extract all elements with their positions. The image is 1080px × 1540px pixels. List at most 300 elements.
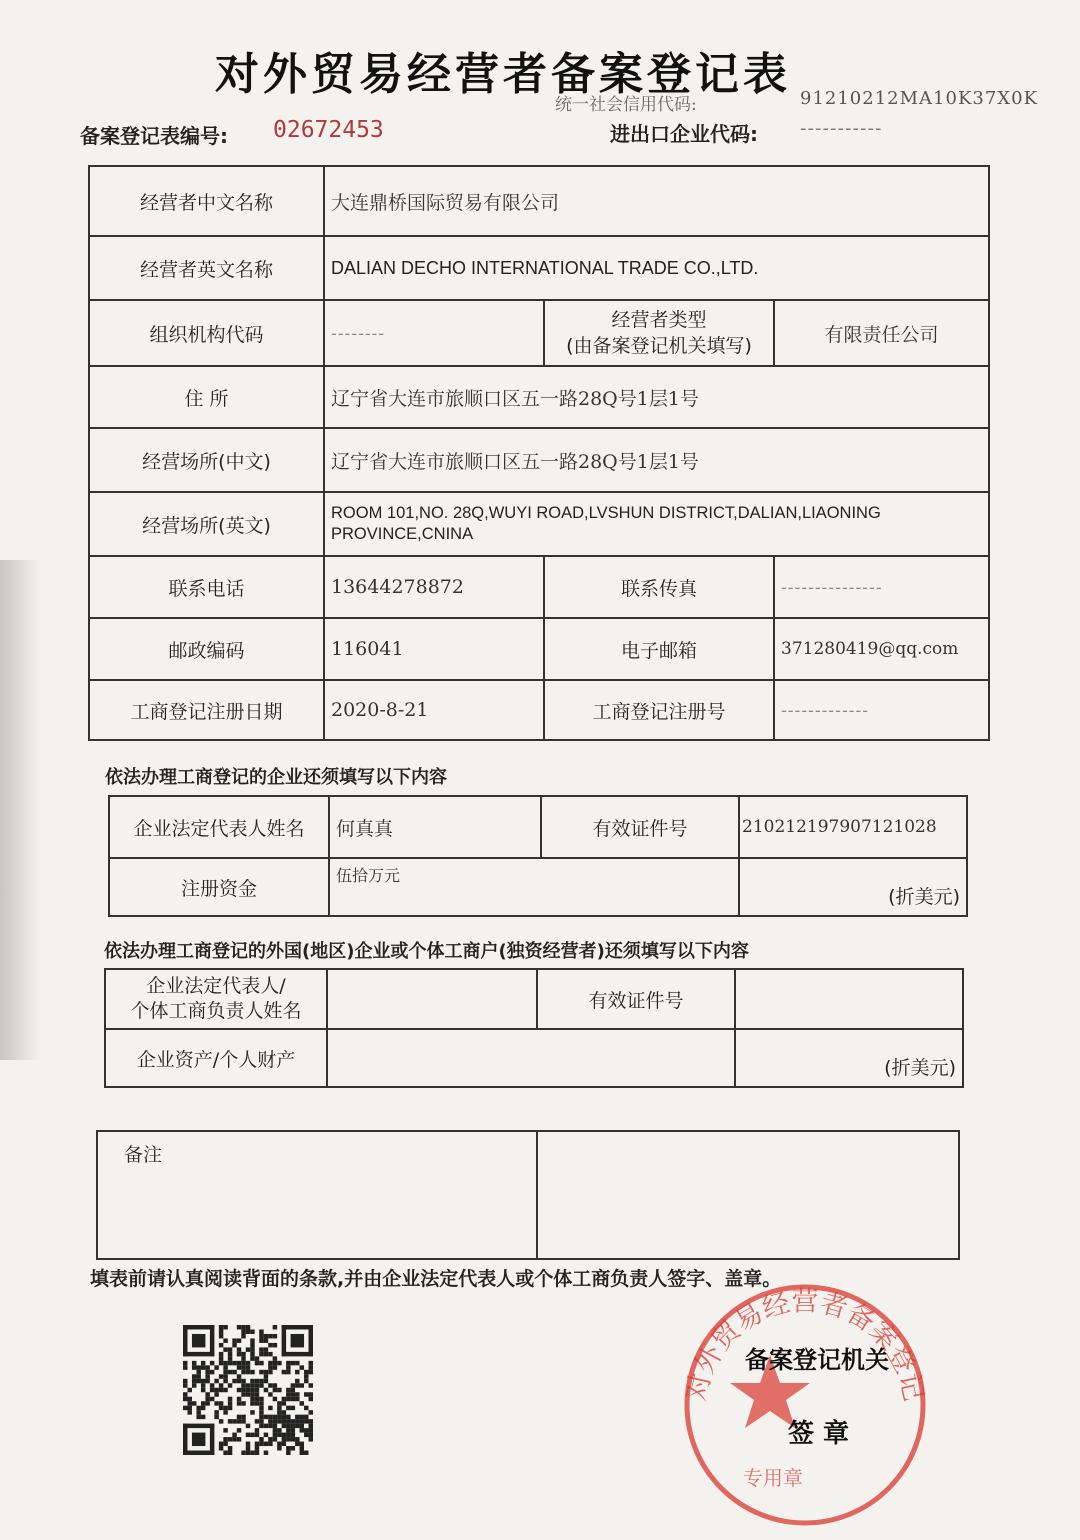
qr-module — [250, 1410, 254, 1414]
qr-module — [304, 1392, 308, 1396]
qr-module — [282, 1419, 286, 1423]
qr-module — [277, 1406, 281, 1410]
qr-module — [273, 1433, 277, 1437]
qr-module — [223, 1374, 227, 1378]
record-number-label: 备案登记表编号: — [80, 124, 228, 148]
rep-name-label-line2: 个体工商负责人姓名 — [130, 1000, 302, 1022]
qr-module — [219, 1383, 223, 1387]
qr-module — [309, 1383, 313, 1387]
qr-module — [304, 1406, 308, 1410]
qr-module — [286, 1406, 290, 1410]
qr-module — [259, 1379, 263, 1383]
qr-module — [219, 1325, 223, 1329]
qr-module — [237, 1361, 241, 1365]
qr-module — [223, 1325, 227, 1329]
org-code-value: -------- — [324, 300, 544, 366]
qr-module — [268, 1370, 272, 1374]
qr-module — [241, 1388, 245, 1392]
qr-module — [232, 1419, 236, 1423]
qr-module — [250, 1352, 254, 1356]
qr-module — [219, 1406, 223, 1410]
qr-module — [219, 1343, 223, 1347]
qr-module — [277, 1388, 281, 1392]
qr-module — [192, 1365, 196, 1369]
qr-module — [264, 1374, 268, 1378]
capital-usd-label: (折美元) — [739, 858, 967, 916]
qr-module — [300, 1424, 304, 1428]
qr-module — [264, 1338, 268, 1342]
qr-module — [268, 1383, 272, 1387]
qr-module — [223, 1442, 227, 1446]
qr-module — [268, 1442, 272, 1446]
qr-module — [291, 1433, 295, 1437]
id-number-value: 210212197907121028 — [739, 796, 967, 858]
qr-module — [259, 1383, 263, 1387]
qr-module — [241, 1379, 245, 1383]
qr-module — [309, 1392, 313, 1396]
qr-module — [232, 1370, 236, 1374]
qr-module — [268, 1352, 272, 1356]
qr-module — [241, 1325, 245, 1329]
qr-module — [187, 1388, 191, 1392]
usci-value: 91210212MA10K37X0K — [800, 88, 1039, 109]
qr-module — [183, 1352, 214, 1356]
qr-module — [273, 1325, 277, 1329]
qr-module — [268, 1365, 272, 1369]
qr-module — [246, 1442, 250, 1446]
qr-module — [250, 1343, 254, 1347]
premises-cn-label: 经营场所(中文) — [89, 428, 324, 492]
qr-module — [268, 1343, 272, 1347]
footer-note: 填表前请认真阅读背面的条款,并由企业法定代表人或个体工商负责人签字、盖章。 — [90, 1268, 782, 1290]
qr-module — [291, 1419, 295, 1423]
qr-module — [300, 1365, 304, 1369]
id-number-label: 有效证件号 — [541, 796, 739, 858]
qr-module — [196, 1410, 200, 1414]
qr-module — [264, 1347, 268, 1351]
qr-module — [264, 1370, 268, 1374]
qr-module — [246, 1424, 250, 1428]
qr-module — [219, 1329, 223, 1333]
qr-module — [214, 1415, 218, 1419]
seal-center-text: 专用章 — [743, 1466, 803, 1490]
qr-module — [228, 1361, 232, 1365]
qr-module — [246, 1365, 250, 1369]
phone-value: 13644278872 — [324, 556, 544, 618]
qr-module — [295, 1383, 299, 1387]
record-number-value: 02672453 — [273, 117, 384, 143]
qr-module — [273, 1334, 277, 1338]
qr-module — [286, 1397, 290, 1401]
qr-module — [228, 1370, 232, 1374]
qr-module — [291, 1334, 304, 1347]
qr-module — [295, 1442, 299, 1446]
qr-module — [250, 1356, 254, 1360]
qr-module — [309, 1325, 313, 1356]
qr-module — [201, 1379, 205, 1383]
qr-module — [282, 1433, 286, 1437]
qr-module — [228, 1383, 232, 1387]
qr-module — [309, 1370, 313, 1374]
qr-module — [223, 1338, 227, 1342]
qr-module — [273, 1437, 277, 1441]
qr-module — [210, 1361, 214, 1365]
qr-module — [282, 1397, 286, 1401]
qr-module — [219, 1442, 223, 1446]
qr-module — [228, 1397, 232, 1401]
qr-module — [223, 1379, 227, 1383]
qr-module — [268, 1392, 272, 1396]
qr-module — [250, 1388, 254, 1392]
qr-module — [250, 1338, 254, 1342]
qr-module — [264, 1424, 268, 1428]
qr-module — [183, 1424, 214, 1428]
qr-module — [286, 1365, 290, 1369]
address-label: 住 所 — [89, 366, 324, 428]
qr-module — [228, 1451, 232, 1455]
qr-module — [237, 1415, 241, 1419]
qr-module — [277, 1433, 281, 1437]
qr-module — [192, 1383, 196, 1387]
qr-module — [282, 1325, 286, 1356]
qr-module — [309, 1361, 313, 1365]
qr-module — [196, 1374, 200, 1378]
qr-module — [228, 1437, 232, 1441]
qr-module — [309, 1428, 313, 1432]
ie-code-label: 进出口企业代码: — [610, 122, 758, 146]
qr-module — [255, 1419, 259, 1423]
qr-module — [246, 1325, 250, 1329]
qr-module — [237, 1401, 241, 1405]
qr-module — [183, 1379, 187, 1383]
qr-module — [237, 1437, 241, 1441]
qr-module — [273, 1424, 277, 1428]
qr-module — [273, 1415, 277, 1419]
qr-module — [264, 1334, 268, 1338]
qr-module — [277, 1401, 281, 1405]
qr-module — [246, 1383, 250, 1387]
qr-module — [259, 1419, 263, 1423]
qr-module — [196, 1379, 200, 1383]
qr-module — [304, 1433, 308, 1437]
qr-module — [214, 1410, 218, 1414]
qr-module — [201, 1415, 205, 1419]
qr-module — [282, 1424, 286, 1428]
main-registration-table — [88, 165, 990, 741]
qr-module — [237, 1325, 241, 1329]
qr-module — [192, 1334, 205, 1347]
qr-module — [219, 1419, 223, 1423]
qr-module — [237, 1397, 241, 1401]
qr-module — [273, 1428, 277, 1432]
qr-module — [277, 1442, 281, 1446]
qr-module — [205, 1370, 209, 1374]
qr-module — [241, 1356, 245, 1360]
qr-module — [241, 1392, 245, 1396]
postcode-value: 116041 — [324, 618, 544, 680]
qr-module — [192, 1401, 196, 1405]
qr-module — [223, 1410, 227, 1414]
qr-module — [286, 1392, 290, 1396]
qr-module — [201, 1365, 205, 1369]
capital-label: 注册资金 — [109, 858, 329, 916]
qr-module — [246, 1329, 250, 1333]
qr-module — [246, 1347, 250, 1351]
qr-module — [210, 1397, 214, 1401]
qr-module — [273, 1383, 277, 1387]
qr-module — [183, 1424, 187, 1455]
qr-module — [282, 1352, 313, 1356]
qr-code — [183, 1325, 313, 1455]
qr-module — [291, 1361, 295, 1365]
qr-module — [255, 1428, 259, 1432]
qr-module — [259, 1329, 263, 1333]
qr-module — [250, 1370, 254, 1374]
rep-name-label — [105, 969, 327, 1029]
qr-module — [183, 1397, 187, 1401]
qr-module — [277, 1446, 281, 1450]
qr-module — [304, 1451, 308, 1455]
qr-module — [295, 1424, 299, 1428]
qr-module — [273, 1365, 277, 1369]
qr-module — [201, 1361, 205, 1365]
qr-module — [246, 1451, 250, 1455]
qr-module — [214, 1365, 218, 1369]
email-label: 电子邮箱 — [544, 618, 774, 680]
qr-module — [282, 1370, 286, 1374]
qr-module — [273, 1388, 277, 1392]
qr-module — [277, 1410, 281, 1414]
reg-no-value: ------------- — [774, 680, 989, 740]
qr-module — [205, 1401, 209, 1405]
section2-heading: 依法办理工商登记的外国(地区)企业或个体工商户(独资经营者)还须填写以下内容 — [104, 941, 749, 962]
qr-module — [282, 1437, 286, 1441]
qr-module — [192, 1379, 196, 1383]
qr-module — [187, 1401, 191, 1405]
qr-module — [196, 1406, 200, 1410]
qr-module — [214, 1392, 218, 1396]
qr-module — [286, 1419, 290, 1423]
qr-module — [246, 1388, 250, 1392]
qr-module — [259, 1401, 263, 1405]
qr-module — [255, 1397, 259, 1401]
qr-module — [291, 1383, 295, 1387]
fax-label: 联系传真 — [544, 556, 774, 618]
qr-module — [223, 1428, 227, 1432]
qr-module — [286, 1415, 290, 1419]
qr-module — [228, 1406, 232, 1410]
premises-en-value — [324, 492, 989, 556]
qr-module — [295, 1379, 299, 1383]
qr-module — [246, 1361, 250, 1365]
qr-module — [282, 1401, 286, 1405]
qr-module — [300, 1451, 304, 1455]
qr-module — [196, 1370, 200, 1374]
qr-module — [232, 1437, 236, 1441]
qr-module — [259, 1424, 263, 1428]
org-code-label: 组织机构代码 — [89, 300, 324, 366]
qr-module — [228, 1347, 232, 1351]
usci-label: 统一社会信用代码: — [555, 95, 697, 115]
qr-module — [273, 1343, 277, 1347]
qr-module — [255, 1361, 259, 1365]
phone-label: 联系电话 — [89, 556, 324, 618]
section2-table — [104, 968, 964, 1088]
qr-module — [309, 1437, 313, 1441]
qr-module — [219, 1388, 223, 1392]
qr-module — [300, 1428, 304, 1432]
qr-module — [219, 1401, 223, 1405]
qr-module — [259, 1370, 263, 1374]
qr-module — [259, 1338, 263, 1342]
qr-module — [259, 1406, 263, 1410]
qr-module — [205, 1374, 209, 1378]
qr-module — [291, 1397, 295, 1401]
remarks-table — [96, 1130, 960, 1260]
qr-module — [255, 1401, 259, 1405]
qr-module — [255, 1388, 259, 1392]
qr-module — [232, 1343, 236, 1347]
qr-module — [223, 1451, 227, 1455]
qr-module — [277, 1419, 281, 1423]
qr-module — [300, 1419, 304, 1423]
qr-module — [286, 1388, 290, 1392]
qr-module — [250, 1451, 254, 1455]
en-name-value: DALIAN DECHO INTERNATIONAL TRADE CO.,LTD. — [324, 236, 989, 300]
qr-module — [268, 1361, 272, 1365]
qr-module — [232, 1379, 236, 1383]
qr-module — [183, 1365, 187, 1369]
qr-module — [187, 1406, 191, 1410]
qr-module — [259, 1334, 263, 1338]
qr-module — [214, 1388, 218, 1392]
qr-module — [250, 1347, 254, 1351]
qr-module — [210, 1424, 214, 1455]
seal-sign-text: 签 章 — [788, 1419, 850, 1449]
qr-module — [241, 1329, 245, 1333]
qr-module — [219, 1374, 223, 1378]
seal-authority-label: 备案登记机关 — [745, 1346, 889, 1374]
qr-module — [268, 1419, 272, 1423]
qr-module — [286, 1433, 290, 1437]
qr-module — [291, 1424, 295, 1428]
qr-module — [277, 1361, 281, 1365]
qr-module — [255, 1383, 259, 1387]
qr-module — [282, 1415, 286, 1419]
qr-module — [250, 1401, 254, 1405]
qr-module — [268, 1415, 272, 1419]
ie-code-value: ----------- — [800, 118, 883, 139]
section2-id-label: 有效证件号 — [537, 969, 735, 1029]
qr-module — [237, 1419, 241, 1423]
qr-module — [264, 1415, 268, 1419]
qr-module — [183, 1325, 187, 1356]
qr-module — [295, 1361, 299, 1365]
page-title: 对外贸易经营者备案登记表 — [215, 49, 791, 100]
qr-module — [304, 1419, 308, 1423]
qr-module — [246, 1392, 250, 1396]
qr-module — [223, 1406, 227, 1410]
qr-module — [309, 1419, 313, 1423]
qr-module — [241, 1415, 245, 1419]
remarks-label: 备注 — [97, 1131, 537, 1259]
assets-usd-label: (折美元) — [735, 1029, 963, 1087]
qr-module — [219, 1361, 223, 1365]
qr-module — [259, 1352, 263, 1356]
qr-module — [219, 1352, 223, 1356]
qr-module — [304, 1374, 308, 1378]
qr-module — [304, 1415, 308, 1419]
premises-cn-value: 辽宁省大连市旅顺口区五一路28Q号1层1号 — [324, 428, 989, 492]
qr-module — [255, 1392, 259, 1396]
qr-module — [241, 1419, 245, 1423]
qr-module — [192, 1433, 205, 1446]
qr-module — [304, 1428, 308, 1432]
qr-module — [196, 1415, 200, 1419]
remarks-value — [537, 1131, 959, 1259]
qr-module — [295, 1415, 299, 1419]
reg-date-value: 2020-8-21 — [324, 680, 544, 740]
qr-module — [241, 1383, 245, 1387]
reg-no-label: 工商登记注册号 — [544, 680, 774, 740]
qr-module — [205, 1397, 209, 1401]
qr-module — [291, 1446, 295, 1450]
qr-module — [205, 1392, 209, 1396]
address-value: 辽宁省大连市旅顺口区五一路28Q号1层1号 — [324, 366, 989, 428]
qr-module — [304, 1379, 308, 1383]
qr-module — [241, 1352, 245, 1356]
qr-module — [259, 1442, 263, 1446]
qr-module — [192, 1374, 196, 1378]
qr-module — [286, 1451, 290, 1455]
qr-module — [223, 1365, 227, 1369]
qr-module — [241, 1370, 245, 1374]
qr-module — [259, 1415, 263, 1419]
premises-en-label: 经营场所(英文) — [89, 492, 324, 556]
qr-module — [241, 1401, 245, 1405]
operator-type-value: 有限责任公司 — [774, 300, 989, 366]
qr-module — [183, 1383, 187, 1387]
qr-module — [268, 1406, 272, 1410]
fax-value: --------------- — [774, 556, 989, 618]
qr-module — [277, 1415, 281, 1419]
qr-module — [286, 1361, 290, 1365]
qr-module — [268, 1424, 272, 1428]
qr-module — [241, 1451, 245, 1455]
qr-module — [282, 1410, 286, 1414]
qr-module — [295, 1419, 299, 1423]
qr-module — [309, 1397, 313, 1401]
qr-module — [259, 1361, 263, 1365]
assets-value — [327, 1029, 735, 1087]
qr-module — [223, 1370, 227, 1374]
legal-rep-value: 何真真 — [329, 796, 541, 858]
rep-name-label-line1: 企业法定代表人/ — [146, 975, 286, 997]
qr-module — [286, 1370, 290, 1374]
qr-module — [237, 1365, 241, 1369]
qr-module — [228, 1401, 232, 1405]
qr-module — [300, 1383, 304, 1387]
qr-module — [291, 1406, 295, 1410]
legal-rep-label: 企业法定代表人姓名 — [109, 796, 329, 858]
cn-name-label: 经营者中文名称 — [89, 166, 324, 236]
qr-module — [223, 1347, 227, 1351]
qr-module — [300, 1446, 304, 1450]
qr-module — [273, 1356, 277, 1360]
qr-module — [246, 1446, 250, 1450]
premises-en-line2: PROVINCE,CNINA — [331, 525, 474, 543]
qr-module — [255, 1356, 259, 1360]
